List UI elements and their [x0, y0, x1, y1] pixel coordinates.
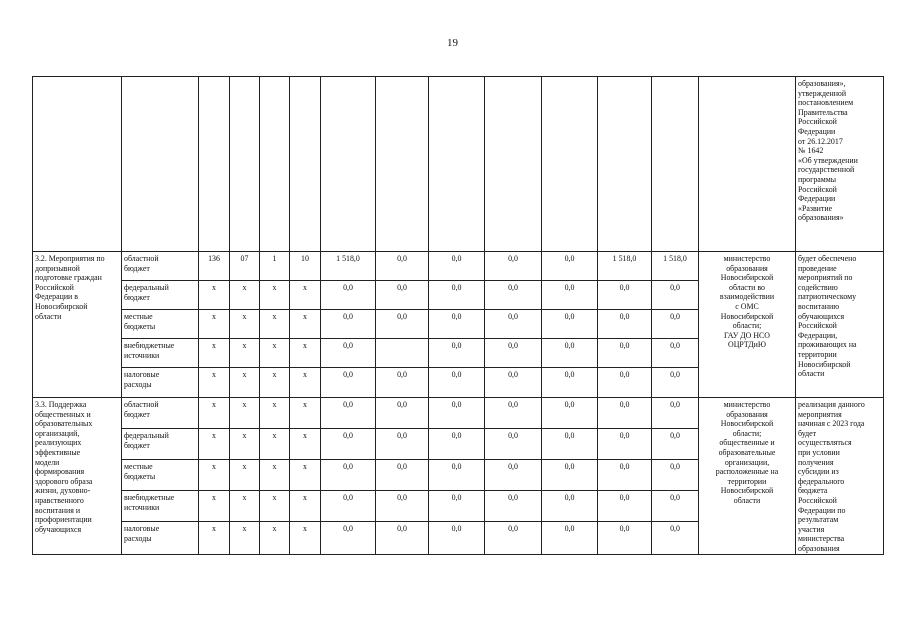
year-amount-cell: 0,0	[376, 281, 429, 310]
year-amount-cell: 0,0	[485, 398, 542, 429]
funding-source-cell: налоговые расходы	[122, 522, 199, 554]
year-amount-cell: 0,0	[652, 310, 699, 339]
total-amount-cell: 0,0	[321, 339, 376, 368]
responsible-executor-cell: министерство образования Новосибирской области во взаимодействии с ОМС Новосибирской области; ГАУ ДО НСО ОЦРТДиЮ	[699, 252, 796, 398]
budget-code-cell: x	[260, 339, 290, 368]
budget-code-cell: x	[290, 339, 321, 368]
budget-code-cell: x	[230, 368, 260, 398]
year-amount-cell: 0,0	[485, 460, 542, 491]
budget-code-cell: x	[230, 460, 260, 491]
year-amount-cell: 0,0	[652, 281, 699, 310]
budget-code-cell: x	[230, 398, 260, 429]
total-amount-cell: 0,0	[321, 310, 376, 339]
budget-code-cell: x	[230, 281, 260, 310]
budget-code-cell: x	[260, 281, 290, 310]
budget-code-cell: x	[199, 310, 230, 339]
year-amount-cell: 0,0	[376, 310, 429, 339]
year-amount-cell: 0,0	[542, 310, 598, 339]
year-amount-cell: 0,0	[429, 522, 485, 554]
budget-code-cell: x	[230, 339, 260, 368]
budget-code-cell: x	[199, 460, 230, 491]
total-amount-cell: 0,0	[321, 281, 376, 310]
year-amount-cell: 0,0	[485, 368, 542, 398]
year-amount-cell: 0,0	[376, 460, 429, 491]
year-amount-cell: 0,0	[485, 339, 542, 368]
funding-source-cell: областной бюджет	[122, 252, 199, 281]
funding-source-cell: внебюджетные источники	[122, 339, 199, 368]
year-amount-cell: 0,0	[376, 252, 429, 281]
activity-name-cell: 3.3. Поддержка общественных и образовательных организаций, реализующих эффективные модели формирования здорового образа жизни, духовно- нравственного воспитания и профориентации обучающихся	[33, 398, 122, 555]
budget-code-cell: 07	[230, 252, 260, 281]
year-amount-cell: 0,0	[429, 398, 485, 429]
activity-name-cell	[33, 77, 122, 252]
budget-code-cell: x	[290, 429, 321, 460]
expected-result-cell: образования», утвержденной постановлением Правительства Российской Федерации от 26.12.2017 № 1642 «Об утверждении государственной программы Российской Федерации «Развитие образования»	[796, 77, 884, 252]
year-amount-cell: 0,0	[429, 429, 485, 460]
budget-code-cell: x	[290, 368, 321, 398]
year-amount-cell: 0,0	[598, 429, 652, 460]
expected-result-cell: реализация данного мероприятия начиная с 2023 года будет осуществляться при условии получения субсидии из федерального бюджета Российской Федерации по результатам участия министерства образования	[796, 398, 884, 555]
year-amount-cell: 0,0	[485, 310, 542, 339]
budget-code-cell: x	[230, 491, 260, 522]
year-amount-cell: 0,0	[485, 252, 542, 281]
budget-code-cell: x	[290, 310, 321, 339]
total-amount-cell: 0,0	[321, 398, 376, 429]
budget-code-cell: x	[199, 429, 230, 460]
budget-code-cell: x	[199, 281, 230, 310]
total-amount-cell: 0,0	[321, 460, 376, 491]
year-amount-cell: 0,0	[652, 522, 699, 554]
table-row	[33, 252, 884, 281]
year-amount-cell: 0,0	[542, 522, 598, 554]
funding-source-cell: федеральный бюджет	[122, 281, 199, 310]
year-amount-cell: 0,0	[429, 368, 485, 398]
year-amount-cell: 0,0	[598, 522, 652, 554]
year-amount-cell: 1 518,0	[652, 252, 699, 281]
year-amount-cell: 0,0	[376, 429, 429, 460]
budget-code-cell: x	[230, 522, 260, 554]
budget-code-cell: x	[230, 310, 260, 339]
table-row	[33, 398, 884, 429]
funding-source-cell	[122, 77, 199, 252]
year-amount-cell: 0,0	[598, 310, 652, 339]
funding-source-cell: местные бюджеты	[122, 310, 199, 339]
year-amount-cell: 0,0	[652, 398, 699, 429]
total-amount-cell: 0,0	[321, 491, 376, 522]
budget-code-cell: x	[199, 368, 230, 398]
budget-code-cell: x	[260, 522, 290, 554]
year-amount-cell: 1 518,0	[598, 252, 652, 281]
total-amount-cell: 0,0	[321, 429, 376, 460]
year-amount-cell: 0,0	[429, 491, 485, 522]
responsible-executor-cell: министерство образования Новосибирской области; общественные и образовательные организации, расположенные на территории Новосибирской области	[699, 398, 796, 555]
year-amount-cell: 0,0	[652, 368, 699, 398]
year-amount-cell: 0,0	[376, 491, 429, 522]
budget-code-cell: x	[199, 522, 230, 554]
budget-code-cell: x	[199, 398, 230, 429]
funding-source-cell: внебюджетные источники	[122, 491, 199, 522]
budget-code-cell: x	[260, 310, 290, 339]
year-amount-cell: 0,0	[598, 491, 652, 522]
year-amount-cell: 0,0	[542, 398, 598, 429]
year-amount-cell: 0,0	[542, 281, 598, 310]
budget-code-cell: x	[260, 491, 290, 522]
year-amount-cell: 0,0	[542, 491, 598, 522]
year-amount-cell: 0,0	[542, 252, 598, 281]
total-amount-cell: 0,0	[321, 368, 376, 398]
year-amount-cell: 0,0	[598, 460, 652, 491]
total-amount-cell: 0,0	[321, 522, 376, 554]
year-amount-cell: 0,0	[429, 310, 485, 339]
year-amount-cell: 0,0	[542, 429, 598, 460]
budget-code-cell: x	[290, 460, 321, 491]
budget-code-cell: x	[290, 491, 321, 522]
budget-code-cell: 136	[199, 252, 230, 281]
budget-code-cell: x	[230, 429, 260, 460]
budget-code-cell: x	[199, 339, 230, 368]
budget-code-cell: x	[290, 522, 321, 554]
budget-code-cell: 1	[260, 252, 290, 281]
year-amount-cell: 0,0	[542, 368, 598, 398]
year-amount-cell: 0,0	[598, 398, 652, 429]
funding-source-cell: налоговые расходы	[122, 368, 199, 398]
year-amount-cell: 0,0	[598, 368, 652, 398]
year-amount-cell: 0,0	[485, 429, 542, 460]
year-amount-cell: 0,0	[542, 460, 598, 491]
year-amount-cell: 0,0	[429, 460, 485, 491]
budget-table	[32, 76, 884, 555]
activity-name-cell: 3.2. Мероприятия по допризывной подготовке граждан Российской Федерации в Новосибирской области	[33, 252, 122, 398]
budget-code-cell: x	[260, 429, 290, 460]
continuation-row	[33, 77, 884, 252]
budget-code-cell: x	[260, 398, 290, 429]
year-amount-cell: 0,0	[429, 339, 485, 368]
year-amount-cell: 0,0	[652, 491, 699, 522]
year-amount-cell: 0,0	[429, 281, 485, 310]
year-amount-cell: 0,0	[598, 281, 652, 310]
year-amount-cell: 0,0	[485, 522, 542, 554]
funding-source-cell: областной бюджет	[122, 398, 199, 429]
budget-code-cell: x	[260, 368, 290, 398]
year-amount-cell: 0,0	[652, 429, 699, 460]
budget-code-cell: x	[260, 460, 290, 491]
funding-source-cell: местные бюджеты	[122, 460, 199, 491]
expected-result-cell: будет обеспечено проведение мероприятий по содействию патриотическому воспитанию обучающихся Российской Федерации, проживающих на территории Новосибирской области	[796, 252, 884, 398]
year-amount-cell: 0,0	[376, 522, 429, 554]
year-amount-cell: 0,0	[376, 368, 429, 398]
budget-code-cell: 10	[290, 252, 321, 281]
year-amount-cell: 0,0	[598, 339, 652, 368]
budget-code-cell: x	[199, 491, 230, 522]
year-amount-cell: 0,0	[485, 491, 542, 522]
total-amount-cell: 1 518,0	[321, 252, 376, 281]
year-amount-cell: 0,0	[652, 339, 699, 368]
year-amount-cell: 0,0	[485, 281, 542, 310]
year-amount-cell: 0,0	[542, 339, 598, 368]
year-amount-cell: 0,0	[652, 460, 699, 491]
year-amount-cell: 0,0	[376, 398, 429, 429]
budget-code-cell: x	[290, 398, 321, 429]
budget-code-cell: x	[290, 281, 321, 310]
year-amount-cell	[376, 339, 429, 368]
year-amount-cell: 0,0	[429, 252, 485, 281]
funding-source-cell: федеральный бюджет	[122, 429, 199, 460]
page-number: 19	[447, 37, 458, 49]
